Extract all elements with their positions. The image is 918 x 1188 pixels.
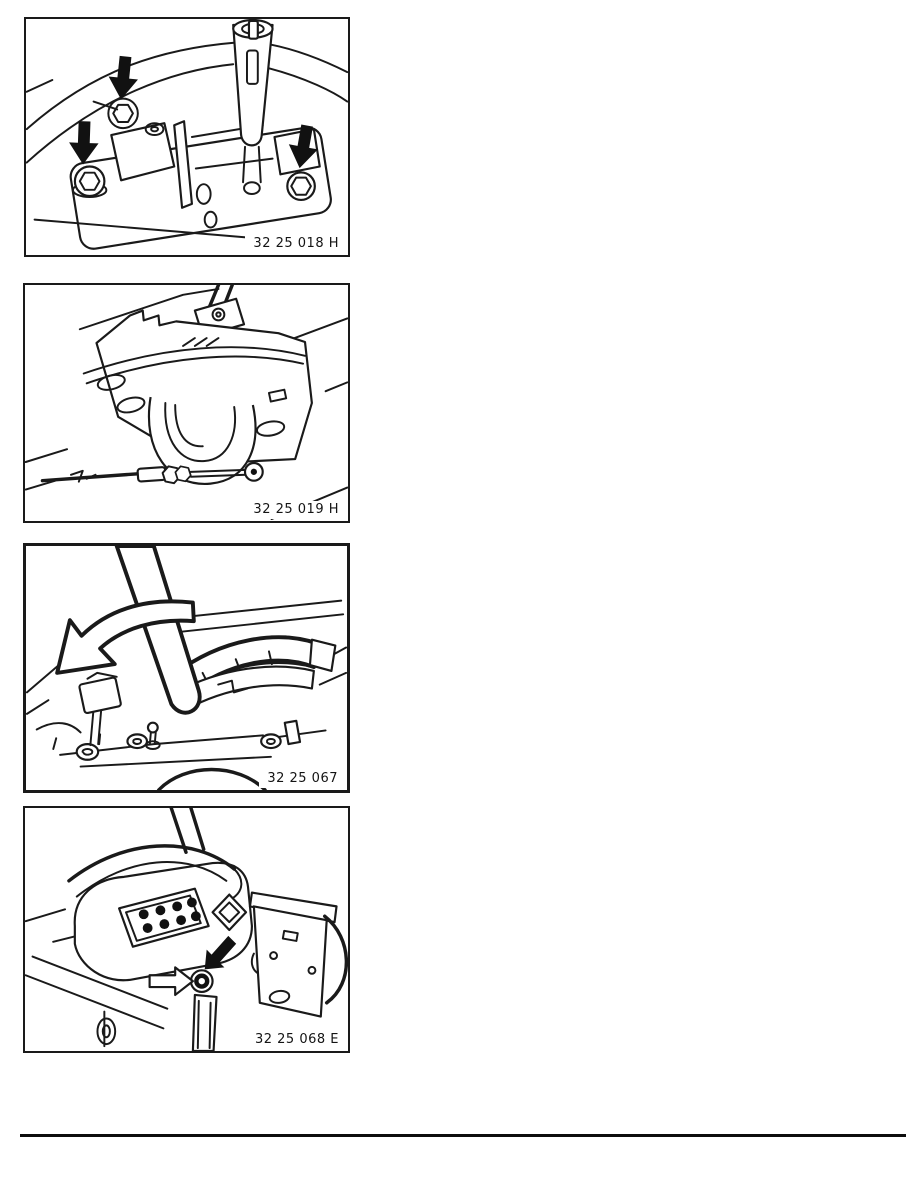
- connector-housing: [69, 846, 252, 980]
- figure-shift-console-plate: [23, 283, 350, 523]
- footer-divider-rule: [20, 1134, 906, 1137]
- lever-rotation-drawing: [26, 546, 347, 790]
- grommet: [77, 744, 98, 760]
- console-plate-drawing: [25, 285, 348, 521]
- mounting-bracket: [250, 893, 346, 1017]
- connector-drawing: [25, 808, 348, 1051]
- figure-ref-label: 32 25 019 H: [245, 501, 344, 519]
- shift-mechanism-drawing: [26, 19, 348, 255]
- figure-plug-connector-ring-terminal: [23, 806, 350, 1053]
- figure-ref-label: 32 25 068 E: [247, 1031, 344, 1049]
- figure-ref-label: 32 25 018 H: [245, 235, 344, 253]
- figure-shift-lever-rotation: [23, 543, 350, 793]
- grommet: [127, 734, 147, 748]
- ring-terminal: [191, 970, 217, 1051]
- figure-ref-label: 32 25 067: [259, 770, 343, 788]
- grommet: [261, 734, 281, 748]
- figure-shift-mechanism-mounting-bolts: [24, 17, 350, 257]
